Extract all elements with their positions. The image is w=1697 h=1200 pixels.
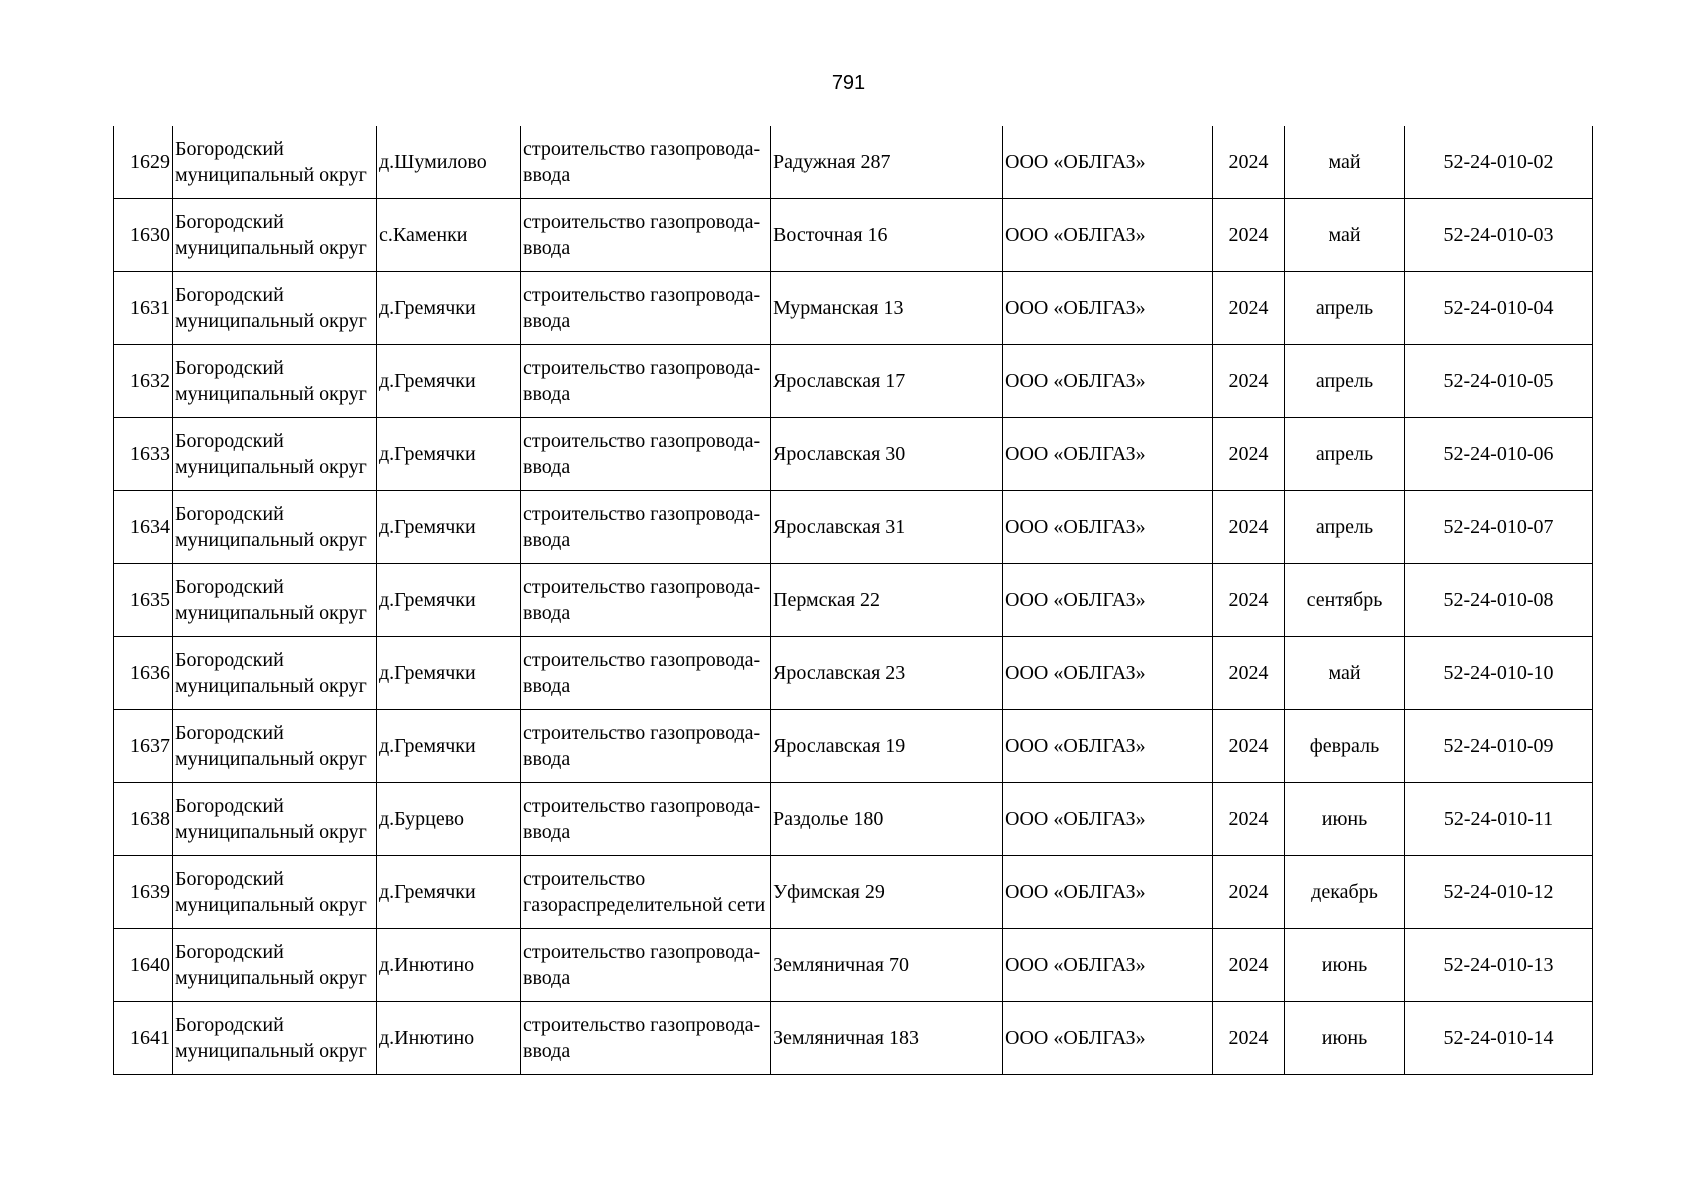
row-number-cell: 1634 [114, 491, 173, 564]
address-cell: Ярославская 31 [771, 491, 1003, 564]
district-cell: Богородский муниципальный округ [173, 272, 377, 345]
table-row [114, 929, 1593, 1002]
gasification-table [113, 126, 1593, 1075]
organization-cell: ООО «ОБЛГАЗ» [1003, 126, 1213, 199]
table-row [114, 1002, 1593, 1075]
district-cell: Богородский муниципальный округ [173, 1002, 377, 1075]
organization-cell: ООО «ОБЛГАЗ» [1003, 272, 1213, 345]
month-cell: декабрь [1285, 856, 1405, 929]
address-cell: Восточная 16 [771, 199, 1003, 272]
organization-cell: ООО «ОБЛГАЗ» [1003, 564, 1213, 637]
address-cell: Ярославская 23 [771, 637, 1003, 710]
work-type-cell: строительство газопровода- ввода [521, 126, 771, 199]
organization-cell: ООО «ОБЛГАЗ» [1003, 345, 1213, 418]
year-cell: 2024 [1213, 856, 1285, 929]
locality-cell: д.Инютино [377, 929, 521, 1002]
row-number-cell: 1639 [114, 856, 173, 929]
code-cell: 52-24-010-03 [1405, 199, 1593, 272]
work-type-cell: строительство газопровода- ввода [521, 345, 771, 418]
row-number-cell: 1640 [114, 929, 173, 1002]
district-cell: Богородский муниципальный округ [173, 710, 377, 783]
organization-cell: ООО «ОБЛГАЗ» [1003, 637, 1213, 710]
row-number-cell: 1632 [114, 345, 173, 418]
year-cell: 2024 [1213, 418, 1285, 491]
month-cell: сентябрь [1285, 564, 1405, 637]
code-cell: 52-24-010-14 [1405, 1002, 1593, 1075]
address-cell: Мурманская 13 [771, 272, 1003, 345]
address-cell: Ярославская 30 [771, 418, 1003, 491]
work-type-cell: строительство газопровода- ввода [521, 199, 771, 272]
month-cell: май [1285, 637, 1405, 710]
organization-cell: ООО «ОБЛГАЗ» [1003, 710, 1213, 783]
locality-cell: д.Гремячки [377, 491, 521, 564]
locality-cell: д.Шумилово [377, 126, 521, 199]
address-cell: Земляничная 70 [771, 929, 1003, 1002]
table-row [114, 564, 1593, 637]
table-body [114, 126, 1593, 1075]
month-cell: июнь [1285, 1002, 1405, 1075]
page-number: 791 [831, 72, 866, 94]
locality-cell: д.Гремячки [377, 564, 521, 637]
locality-cell: д.Гремячки [377, 272, 521, 345]
table-row [114, 418, 1593, 491]
district-cell: Богородский муниципальный округ [173, 637, 377, 710]
work-type-cell: строительство газопровода- ввода [521, 783, 771, 856]
organization-cell: ООО «ОБЛГАЗ» [1003, 1002, 1213, 1075]
table-row [114, 272, 1593, 345]
locality-cell: д.Инютино [377, 1002, 521, 1075]
locality-cell: д.Гремячки [377, 637, 521, 710]
work-type-cell: строительство газопровода- ввода [521, 710, 771, 783]
work-type-cell: строительство газопровода- ввода [521, 272, 771, 345]
address-cell: Земляничная 183 [771, 1002, 1003, 1075]
month-cell: май [1285, 126, 1405, 199]
table-row [114, 126, 1593, 199]
locality-cell: д.Бурцево [377, 783, 521, 856]
address-cell: Пермская 22 [771, 564, 1003, 637]
locality-cell: д.Гремячки [377, 710, 521, 783]
locality-cell: д.Гремячки [377, 856, 521, 929]
row-number-cell: 1630 [114, 199, 173, 272]
year-cell: 2024 [1213, 783, 1285, 856]
row-number-cell: 1631 [114, 272, 173, 345]
table-row [114, 710, 1593, 783]
organization-cell: ООО «ОБЛГАЗ» [1003, 856, 1213, 929]
organization-cell: ООО «ОБЛГАЗ» [1003, 783, 1213, 856]
work-type-cell: строительство газораспределительной сети [521, 856, 771, 929]
work-type-cell: строительство газопровода- ввода [521, 1002, 771, 1075]
address-cell: Ярославская 19 [771, 710, 1003, 783]
code-cell: 52-24-010-12 [1405, 856, 1593, 929]
district-cell: Богородский муниципальный округ [173, 126, 377, 199]
organization-cell: ООО «ОБЛГАЗ» [1003, 929, 1213, 1002]
work-type-cell: строительство газопровода- ввода [521, 637, 771, 710]
code-cell: 52-24-010-07 [1405, 491, 1593, 564]
district-cell: Богородский муниципальный округ [173, 345, 377, 418]
district-cell: Богородский муниципальный округ [173, 929, 377, 1002]
table-row [114, 345, 1593, 418]
district-cell: Богородский муниципальный округ [173, 418, 377, 491]
table-row [114, 199, 1593, 272]
code-cell: 52-24-010-11 [1405, 783, 1593, 856]
table-row [114, 856, 1593, 929]
row-number-cell: 1629 [114, 126, 173, 199]
work-type-cell: строительство газопровода- ввода [521, 929, 771, 1002]
month-cell: май [1285, 199, 1405, 272]
address-cell: Радужная 287 [771, 126, 1003, 199]
month-cell: июнь [1285, 929, 1405, 1002]
organization-cell: ООО «ОБЛГАЗ» [1003, 418, 1213, 491]
month-cell: апрель [1285, 345, 1405, 418]
code-cell: 52-24-010-06 [1405, 418, 1593, 491]
year-cell: 2024 [1213, 126, 1285, 199]
year-cell: 2024 [1213, 637, 1285, 710]
row-number-cell: 1641 [114, 1002, 173, 1075]
code-cell: 52-24-010-09 [1405, 710, 1593, 783]
address-cell: Раздолье 180 [771, 783, 1003, 856]
code-cell: 52-24-010-04 [1405, 272, 1593, 345]
year-cell: 2024 [1213, 272, 1285, 345]
year-cell: 2024 [1213, 199, 1285, 272]
code-cell: 52-24-010-10 [1405, 637, 1593, 710]
code-cell: 52-24-010-02 [1405, 126, 1593, 199]
work-type-cell: строительство газопровода- ввода [521, 491, 771, 564]
district-cell: Богородский муниципальный округ [173, 564, 377, 637]
year-cell: 2024 [1213, 929, 1285, 1002]
row-number-cell: 1637 [114, 710, 173, 783]
row-number-cell: 1633 [114, 418, 173, 491]
work-type-cell: строительство газопровода- ввода [521, 418, 771, 491]
organization-cell: ООО «ОБЛГАЗ» [1003, 199, 1213, 272]
table-row [114, 491, 1593, 564]
locality-cell: с.Каменки [377, 199, 521, 272]
district-cell: Богородский муниципальный округ [173, 199, 377, 272]
code-cell: 52-24-010-05 [1405, 345, 1593, 418]
year-cell: 2024 [1213, 1002, 1285, 1075]
table-row [114, 783, 1593, 856]
row-number-cell: 1638 [114, 783, 173, 856]
month-cell: апрель [1285, 418, 1405, 491]
month-cell: февраль [1285, 710, 1405, 783]
district-cell: Богородский муниципальный округ [173, 491, 377, 564]
row-number-cell: 1635 [114, 564, 173, 637]
organization-cell: ООО «ОБЛГАЗ» [1003, 491, 1213, 564]
year-cell: 2024 [1213, 564, 1285, 637]
address-cell: Уфимская 29 [771, 856, 1003, 929]
code-cell: 52-24-010-08 [1405, 564, 1593, 637]
code-cell: 52-24-010-13 [1405, 929, 1593, 1002]
month-cell: апрель [1285, 272, 1405, 345]
district-cell: Богородский муниципальный округ [173, 783, 377, 856]
work-type-cell: строительство газопровода- ввода [521, 564, 771, 637]
locality-cell: д.Гремячки [377, 345, 521, 418]
month-cell: апрель [1285, 491, 1405, 564]
address-cell: Ярославская 17 [771, 345, 1003, 418]
month-cell: июнь [1285, 783, 1405, 856]
locality-cell: д.Гремячки [377, 418, 521, 491]
year-cell: 2024 [1213, 345, 1285, 418]
row-number-cell: 1636 [114, 637, 173, 710]
year-cell: 2024 [1213, 710, 1285, 783]
year-cell: 2024 [1213, 491, 1285, 564]
table-row [114, 637, 1593, 710]
district-cell: Богородский муниципальный округ [173, 856, 377, 929]
